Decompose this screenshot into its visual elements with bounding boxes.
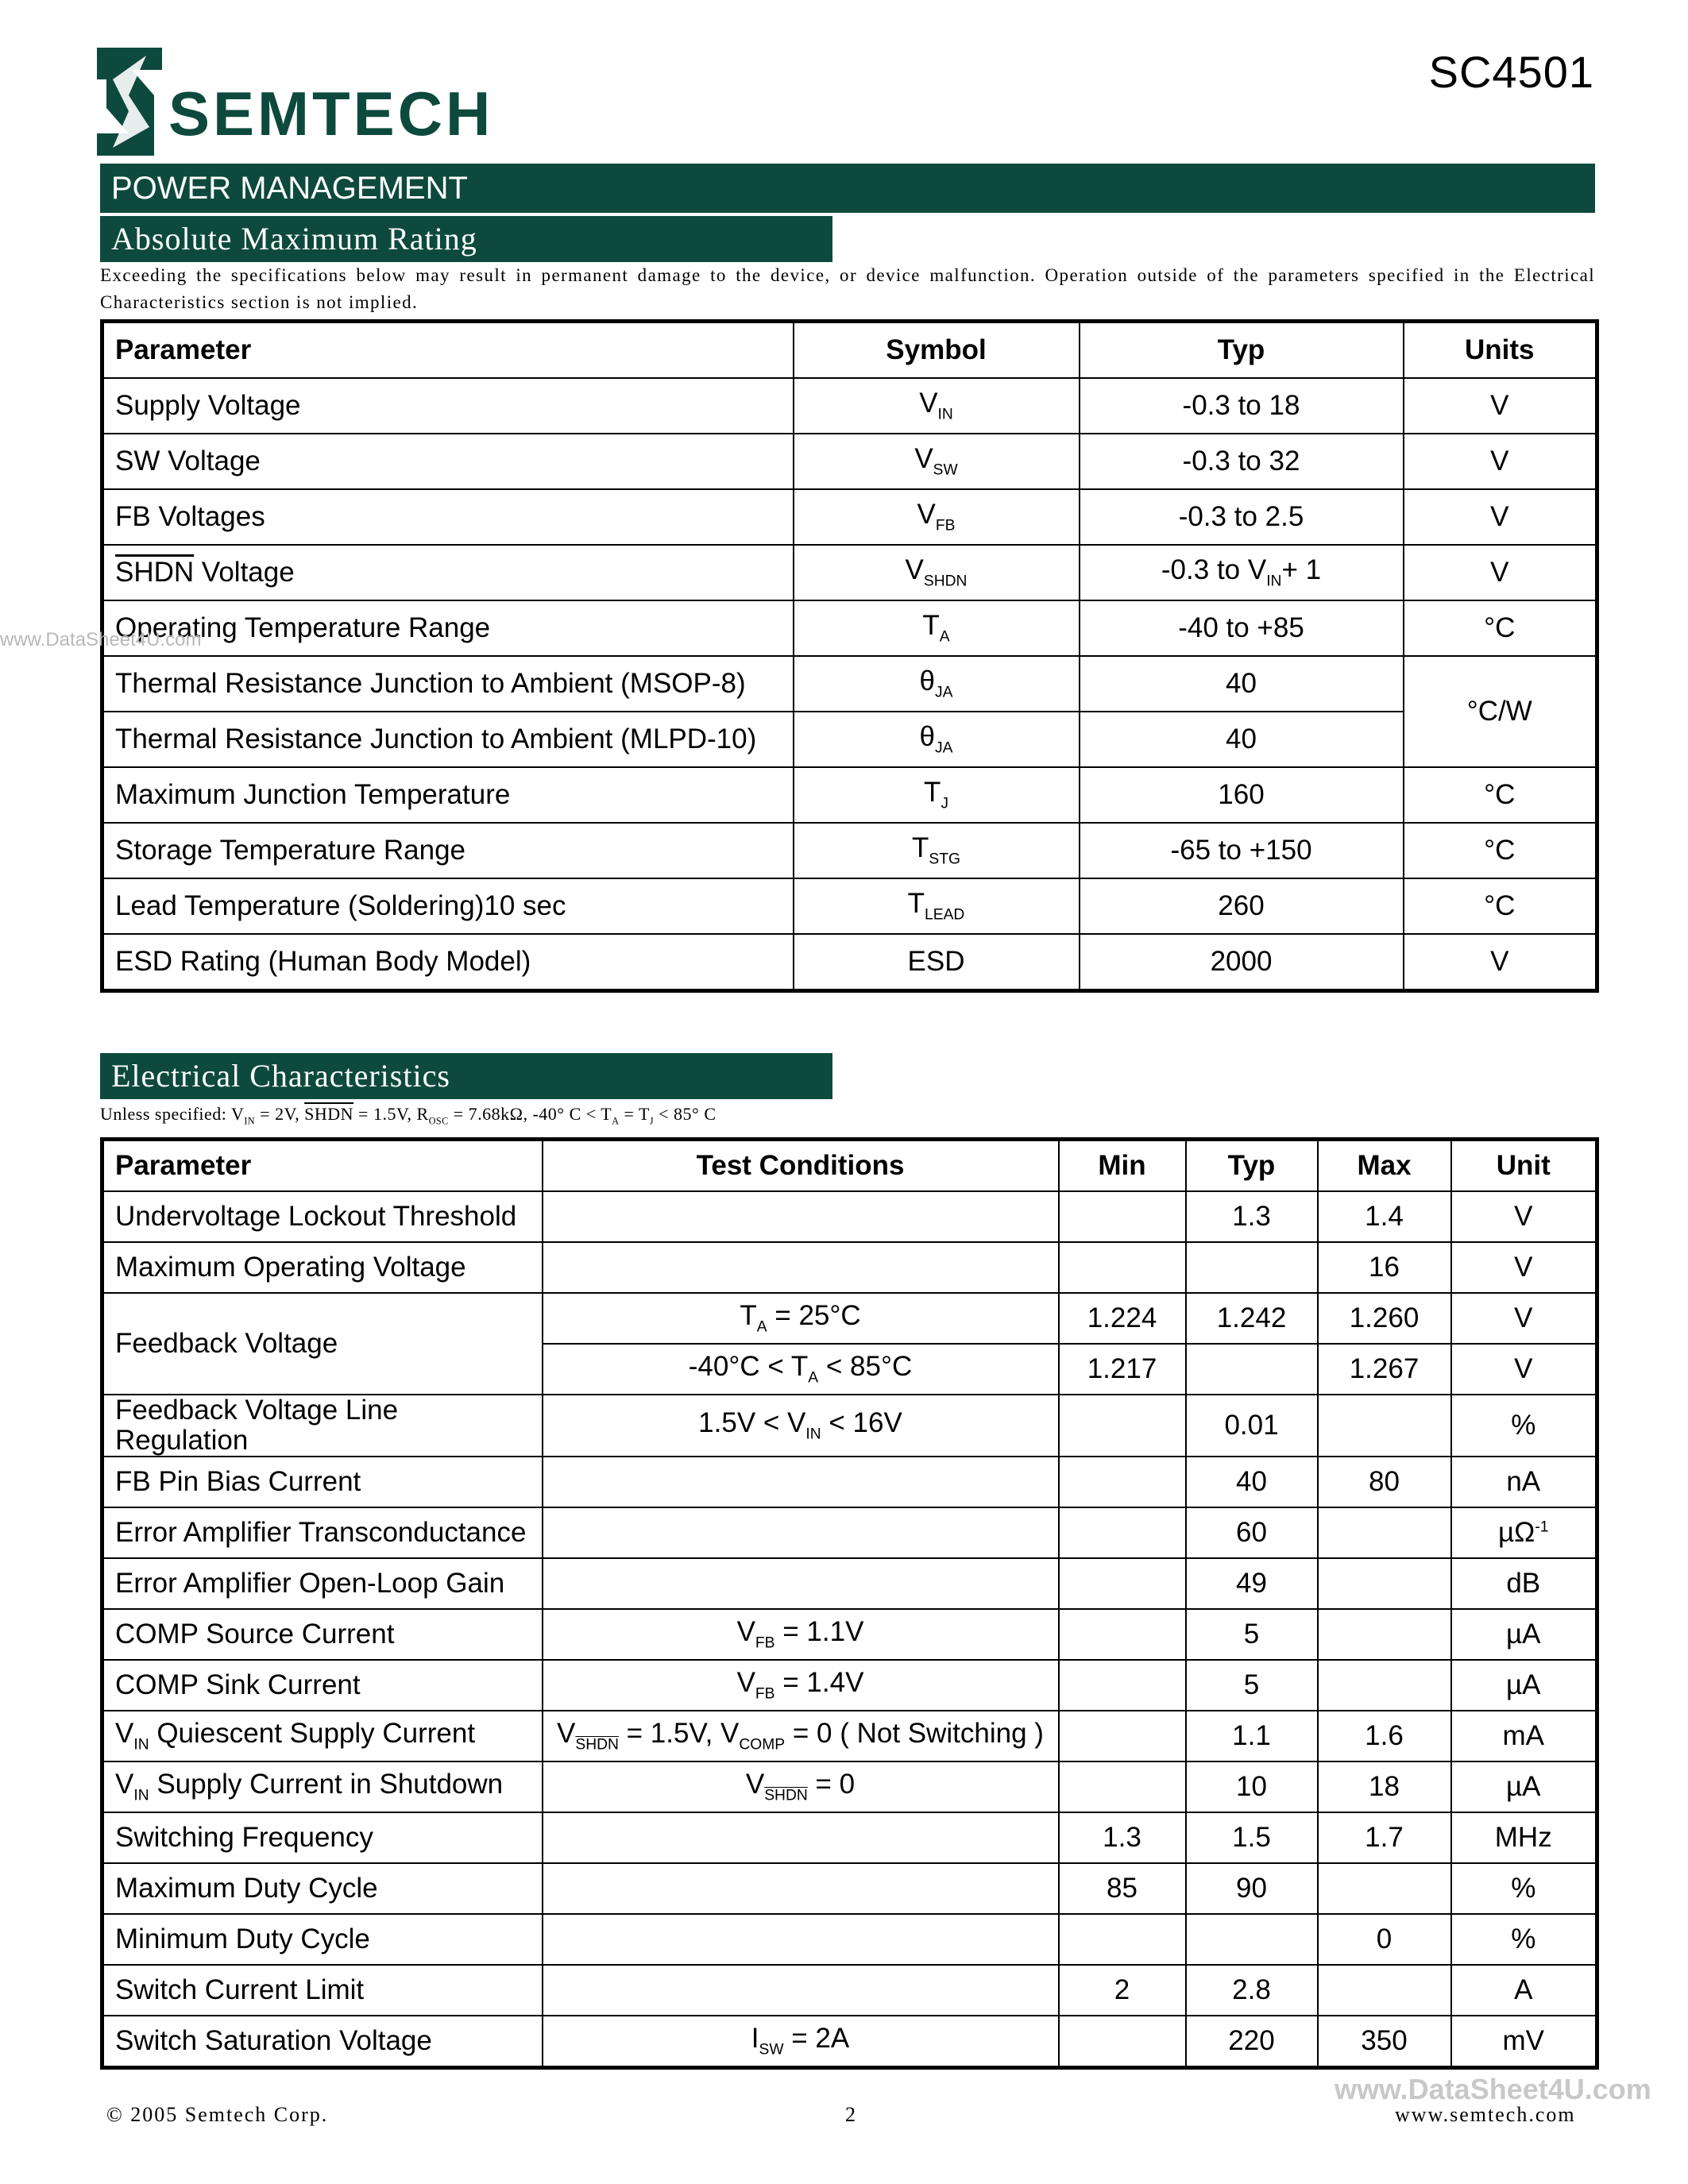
col-header: Parameter xyxy=(102,322,794,379)
cond-cell xyxy=(543,1457,1059,1507)
min-cell xyxy=(1059,1507,1186,1558)
col-header: Typ xyxy=(1080,322,1404,379)
table-row xyxy=(102,767,1597,823)
table-row xyxy=(102,1293,1597,1344)
cond-cell xyxy=(543,1242,1059,1293)
abs-max-title: Absolute Maximum Rating xyxy=(100,216,832,262)
unit-cell: V xyxy=(1404,934,1597,991)
symbol-cell: $T_{STG}$ xyxy=(794,823,1080,878)
table-row xyxy=(102,1660,1597,1711)
cond-cell xyxy=(543,1965,1059,2016)
typ-cell: 1.5 xyxy=(1186,1812,1318,1863)
min-cell: 1.3 xyxy=(1059,1812,1186,1863)
typ-cell: 1.1 xyxy=(1186,1711,1318,1761)
footer-copyright: © 2005 Semtech Corp. xyxy=(106,2103,329,2126)
cond-cell: $V_{FB} = 1.4V$ xyxy=(543,1660,1059,1711)
col-header: Max xyxy=(1318,1140,1451,1192)
param-cell: Thermal Resistance Junction to Ambient (MSOP-8) xyxy=(102,656,794,712)
typ-cell: -65 to +150 xyxy=(1080,823,1404,878)
cond-cell xyxy=(543,1812,1059,1863)
max-cell xyxy=(1318,1609,1451,1660)
unit-cell: V xyxy=(1451,1191,1597,1242)
param-cell: Storage Temperature Range xyxy=(102,823,794,878)
cond-cell xyxy=(543,1558,1059,1609)
unit-cell: µA xyxy=(1451,1761,1597,1812)
typ-cell: 2.8 xyxy=(1186,1965,1318,2016)
table-row xyxy=(102,1242,1597,1293)
max-cell: 18 xyxy=(1318,1761,1451,1812)
unit-cell: µΩ$^{-1}$ xyxy=(1451,1507,1597,1558)
cond-cell xyxy=(543,1507,1059,1558)
footer-url[interactable]: www.semtech.com xyxy=(1395,2103,1576,2126)
max-cell: 1.7 xyxy=(1318,1812,1451,1863)
cond-cell: $V_{SHDN} = 0$ xyxy=(543,1761,1059,1812)
unit-cell: % xyxy=(1451,1863,1597,1914)
table-row xyxy=(102,600,1597,656)
max-cell xyxy=(1318,1660,1451,1711)
unit-cell: V xyxy=(1451,1344,1597,1395)
symbol-cell: $T_A$ xyxy=(794,600,1080,656)
col-header: Typ xyxy=(1186,1140,1318,1192)
symbol-cell: $V_{SHDN}$ xyxy=(794,545,1080,600)
table-row xyxy=(102,1965,1597,2016)
table-row xyxy=(102,1395,1597,1457)
table-row xyxy=(102,712,1597,767)
min-cell xyxy=(1059,1395,1186,1457)
abs-max-table xyxy=(100,319,1599,993)
logo-text: SEMTECH xyxy=(168,79,494,149)
watermark-left: www.DataSheet4U.com xyxy=(0,629,202,650)
col-header: Unit xyxy=(1451,1140,1597,1192)
typ-cell: 220 xyxy=(1186,2016,1318,2068)
elec-conditions: Unless specified: $V_{IN} = 2V$, SHDN = 1.5V, $R_{OSC} = 7.68k\Omega$, -40° $C < T_A = T_J < 85^\circ$ C xyxy=(100,1104,717,1127)
table-row xyxy=(102,1812,1597,1863)
unit-cell: % xyxy=(1451,1914,1597,1965)
typ-cell: 1.3 xyxy=(1186,1191,1318,1242)
param-cell: Switch Saturation Voltage xyxy=(102,2016,543,2068)
symbol-cell: $V_{SW}$ xyxy=(794,434,1080,489)
unit-cell: V xyxy=(1404,489,1597,545)
symbol-cell: $V_{FB}$ xyxy=(794,489,1080,545)
table-row xyxy=(102,823,1597,878)
table-row xyxy=(102,1863,1597,1914)
typ-cell: -0.3 to $V_{IN}+ 1$ xyxy=(1080,545,1404,600)
param-cell: SHDN Voltage xyxy=(102,545,794,600)
unit-cell: dB xyxy=(1451,1558,1597,1609)
col-header: Test Conditions xyxy=(543,1140,1059,1192)
param-cell: Maximum Duty Cycle xyxy=(102,1863,543,1914)
symbol-cell: $\theta_{JA}$ xyxy=(794,656,1080,712)
unit-cell: °C xyxy=(1404,878,1597,934)
table-row xyxy=(102,1609,1597,1660)
col-header: Min xyxy=(1059,1140,1186,1192)
param-cell: SW Voltage xyxy=(102,434,794,489)
symbol-cell: $V_{IN}$ xyxy=(794,378,1080,434)
min-cell xyxy=(1059,1457,1186,1507)
unit-cell: nA xyxy=(1451,1457,1597,1507)
param-cell: Error Amplifier Transconductance xyxy=(102,1507,543,1558)
table-row xyxy=(102,878,1597,934)
min-cell: 85 xyxy=(1059,1863,1186,1914)
cond-cell: $T_A = 25^\circ C$ xyxy=(543,1293,1059,1344)
min-cell xyxy=(1059,1914,1186,1965)
unit-cell: µA xyxy=(1451,1609,1597,1660)
table-row xyxy=(102,434,1597,489)
min-cell: 2 xyxy=(1059,1965,1186,2016)
unit-cell: MHz xyxy=(1451,1812,1597,1863)
typ-cell: -40 to +85 xyxy=(1080,600,1404,656)
max-cell: 80 xyxy=(1318,1457,1451,1507)
min-cell xyxy=(1059,1609,1186,1660)
table-row xyxy=(102,545,1597,600)
typ-cell: 10 xyxy=(1186,1761,1318,1812)
max-cell: 16 xyxy=(1318,1242,1451,1293)
param-cell: Supply Voltage xyxy=(102,378,794,434)
col-header: Symbol xyxy=(794,322,1080,379)
typ-cell: 40 xyxy=(1186,1457,1318,1507)
param-cell: Minimum Duty Cycle xyxy=(102,1914,543,1965)
table-row xyxy=(102,1761,1597,1812)
table-row xyxy=(102,1191,1597,1242)
param-cell: Undervoltage Lockout Threshold xyxy=(102,1191,543,1242)
typ-cell: 5 xyxy=(1186,1660,1318,1711)
param-cell: Maximum Operating Voltage xyxy=(102,1242,543,1293)
min-cell xyxy=(1059,1242,1186,1293)
cond-cell: $-40^\circ C < T_A < 85^\circ C$ xyxy=(543,1344,1059,1395)
semtech-logo xyxy=(97,48,589,156)
table-row xyxy=(102,656,1597,712)
symbol-cell: $T_J$ xyxy=(794,767,1080,823)
unit-cell: °C xyxy=(1404,823,1597,878)
min-cell: 1.224 xyxy=(1059,1293,1186,1344)
symbol-cell: $T_{LEAD}$ xyxy=(794,878,1080,934)
typ-cell: 0.01 xyxy=(1186,1395,1318,1457)
cond-cell xyxy=(543,1191,1059,1242)
unit-cell: °C xyxy=(1404,600,1597,656)
max-cell: 1.260 xyxy=(1318,1293,1451,1344)
typ-cell: -0.3 to 18 xyxy=(1080,378,1404,434)
min-cell xyxy=(1059,1558,1186,1609)
param-cell: Error Amplifier Open-Loop Gain xyxy=(102,1558,543,1609)
typ-cell: 40 xyxy=(1080,656,1404,712)
section-banner: POWER MANAGEMENT xyxy=(100,164,1595,213)
footer-page-number: 2 xyxy=(845,2103,857,2126)
table-header-row xyxy=(102,322,1597,379)
min-cell xyxy=(1059,1660,1186,1711)
col-header: Units xyxy=(1404,322,1597,379)
max-cell xyxy=(1318,1558,1451,1609)
typ-cell: -0.3 to 32 xyxy=(1080,434,1404,489)
symbol-cell: $\theta_{JA}$ xyxy=(794,712,1080,767)
min-cell: 1.217 xyxy=(1059,1344,1186,1395)
unit-cell: V xyxy=(1451,1242,1597,1293)
table-row xyxy=(102,1558,1597,1609)
max-cell xyxy=(1318,1863,1451,1914)
max-cell: 1.6 xyxy=(1318,1711,1451,1761)
param-cell: Thermal Resistance Junction to Ambient (MLPD-10) xyxy=(102,712,794,767)
table-header-row xyxy=(102,1140,1597,1192)
unit-cell: mA xyxy=(1451,1711,1597,1761)
cond-cell: $I_{SW} = 2A$ xyxy=(543,2016,1059,2068)
min-cell xyxy=(1059,1711,1186,1761)
typ-cell: -0.3 to 2.5 xyxy=(1080,489,1404,545)
param-cell: Feedback Voltage Line Regulation xyxy=(102,1395,543,1457)
watermark-right: www.DataSheet4U.com xyxy=(1335,2073,1651,2105)
typ-cell: 40 xyxy=(1080,712,1404,767)
unit-cell: °C xyxy=(1404,767,1597,823)
param-cell: Operating Temperature Range xyxy=(102,600,794,656)
param-cell: Feedback Voltage xyxy=(102,1293,543,1395)
min-cell xyxy=(1059,1761,1186,1812)
param-cell: $V_{IN}$ Quiescent Supply Current xyxy=(102,1711,543,1761)
unit-cell: A xyxy=(1451,1965,1597,2016)
cond-cell: $1.5V < V_{IN} < 16V$ xyxy=(543,1395,1059,1457)
max-cell: 1.4 xyxy=(1318,1191,1451,1242)
col-header: Parameter xyxy=(102,1140,543,1192)
min-cell xyxy=(1059,1191,1186,1242)
typ-cell: 60 xyxy=(1186,1507,1318,1558)
typ-cell: 90 xyxy=(1186,1863,1318,1914)
unit-cell: % xyxy=(1451,1395,1597,1457)
typ-cell: 1.242 xyxy=(1186,1293,1318,1344)
max-cell xyxy=(1318,1395,1451,1457)
abs-max-note: Exceeding the specifications below may result in permanent damage to the device, or device malfunction. Operation outside of the parameters specified in the Electrical Characteristics section is not implied. xyxy=(100,265,1595,312)
unit-cell: V xyxy=(1404,434,1597,489)
typ-cell: 260 xyxy=(1080,878,1404,934)
max-cell: 1.267 xyxy=(1318,1344,1451,1395)
typ-cell xyxy=(1186,1914,1318,1965)
cond-cell xyxy=(543,1914,1059,1965)
elec-title: Electrical Characteristics xyxy=(100,1053,832,1099)
typ-cell: 5 xyxy=(1186,1609,1318,1660)
table-row xyxy=(102,489,1597,545)
part-number: SC4501 xyxy=(1428,47,1594,97)
param-cell: COMP Source Current xyxy=(102,1609,543,1660)
param-cell: ESD Rating (Human Body Model) xyxy=(102,934,794,991)
param-cell: Lead Temperature (Soldering)10 sec xyxy=(102,878,794,934)
param-cell: FB Voltages xyxy=(102,489,794,545)
unit-cell: V xyxy=(1404,545,1597,600)
unit-cell: °C/W xyxy=(1404,656,1597,767)
typ-cell xyxy=(1186,1344,1318,1395)
max-cell: 350 xyxy=(1318,2016,1451,2068)
typ-cell: 2000 xyxy=(1080,934,1404,991)
param-cell: Switch Current Limit xyxy=(102,1965,543,2016)
cond-cell: $V_{SHDN} = 1.5V$, $V_{COMP} = 0$ ( Not Switching ) xyxy=(543,1711,1059,1761)
unit-cell: mV xyxy=(1451,2016,1597,2068)
unit-cell: µA xyxy=(1451,1660,1597,1711)
table-row xyxy=(102,1507,1597,1558)
table-row xyxy=(102,1711,1597,1761)
max-cell xyxy=(1318,1507,1451,1558)
typ-cell xyxy=(1186,1242,1318,1293)
max-cell xyxy=(1318,1965,1451,2016)
cond-cell: $V_{FB} = 1.1V$ xyxy=(543,1609,1059,1660)
table-row xyxy=(102,934,1597,991)
typ-cell: 49 xyxy=(1186,1558,1318,1609)
unit-cell: V xyxy=(1404,378,1597,434)
elec-table xyxy=(100,1137,1599,2070)
param-cell: $V_{IN}$ Supply Current in Shutdown xyxy=(102,1761,543,1812)
table-row xyxy=(102,378,1597,434)
table-row xyxy=(102,1457,1597,1507)
table-row xyxy=(102,2016,1597,2068)
param-cell: COMP Sink Current xyxy=(102,1660,543,1711)
param-cell: FB Pin Bias Current xyxy=(102,1457,543,1507)
unit-cell: V xyxy=(1451,1293,1597,1344)
param-cell: Maximum Junction Temperature xyxy=(102,767,794,823)
table-row xyxy=(102,1914,1597,1965)
min-cell xyxy=(1059,2016,1186,2068)
cond-cell xyxy=(543,1863,1059,1914)
typ-cell: 160 xyxy=(1080,767,1404,823)
symbol-cell: ESD xyxy=(794,934,1080,991)
param-cell: Switching Frequency xyxy=(102,1812,543,1863)
max-cell: 0 xyxy=(1318,1914,1451,1965)
